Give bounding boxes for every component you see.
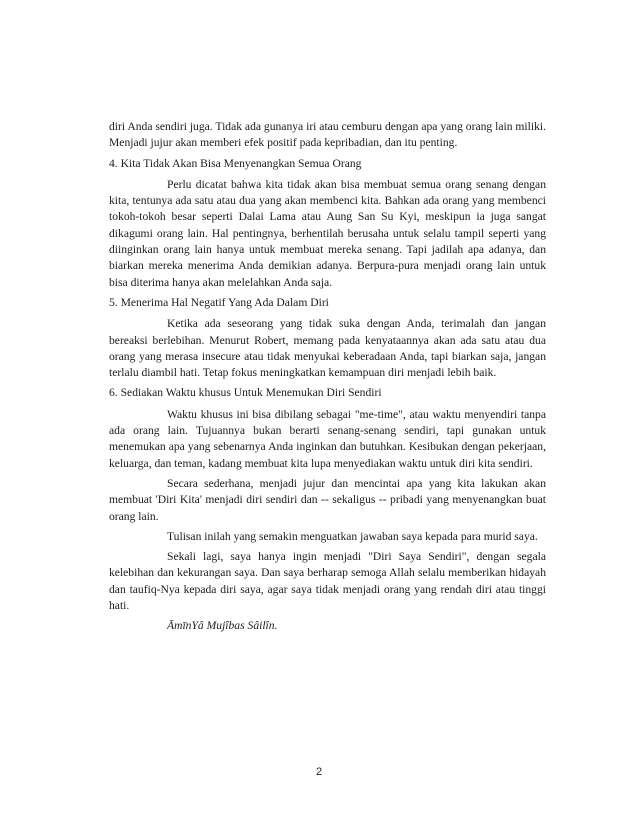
document-page: [109, 119, 546, 635]
paragraph-reinforcement: Tulisan inilah yang semakin menguatkan jawaban saya kepada para murid saya.: [167, 529, 538, 543]
heading-point-6: 6. Sediakan Waktu khusus Untuk Menemukan Diri Sendiri: [109, 386, 382, 400]
paragraph-point-5: Ketika ada seseorang yang tidak suka dengan Anda, terimalah dan jangan bereaksi berlebihan. Menurut Robert, memang pada kenyataannya akan ada satu atau dua orang yang merasa insecure atau tidak menyukai keberadaan Anda, tapi biarkan saja, jangan terlalu diambil hati. Tetap fokus meningkatkan kemampuan diri menjadi lebih baik.: [109, 317, 546, 380]
paragraph-summary: Secara sederhana, menjadi jujur dan mencintai apa yang kita lakukan akan membuat 'Diri Kita' menjadi diri sendiri dan -- sekaligus -- pribadi yang menyenangkan buat orang lain.: [109, 476, 546, 523]
heading-point-4: 4. Kita Tidak Akan Bisa Menyenangkan Semua Orang: [109, 156, 362, 170]
paragraph-point-4: Perlu dicatat bahwa kita tidak akan bisa membuat semua orang senang dengan kita, tentunya ada satu atau dua yang akan membenci kita. Bahkan ada orang yang membenci tokoh-tokoh besar seperti Dalai Lama atau Aung San Su Kyi, meskipun ia juga sangat dikagumi orang lain. Hal pentingnya, berhentilah berusaha untuk selalu tampil seperti yang diinginkan orang lain hanya untuk membuat mereka senang. Tapi jadilah apa adanya, dan biarkan mereka menerima Anda demikian adanya. Berpura-pura menjadi orang lain untuk bisa diterima hanya akan melelahkan Anda saja.: [109, 177, 546, 289]
paragraph-conclusion: Sekali lagi, saya hanya ingin menjadi "Diri Saya Sendiri", dengan segala kelebihan dan kekurangan saya. Dan saya berharap semoga Allah selalu memberikan hidayah dan taufiq-Nya kepada diri saya, agar saya tidak menjadi orang yang rendah diri atau tinggi hati.: [109, 550, 546, 613]
closing-prayer: ĀmīnYâ Mujîbas Sâilîn.: [167, 619, 278, 633]
page-number: 2: [315, 766, 323, 778]
paragraph-point-6: Waktu khusus ini bisa dibilang sebagai "me-time", atau waktu menyendiri tanpa ada orang lain. Tujuannya bukan berarti senang-senang sendiri, tapi gunakan untuk menemukan apa yang sebenarnya Anda inginkan dan butuhkan. Kesibukan dengan pekerjaan, keluarga, dan teman, kadang membuat kita lupa menyediakan waktu untuk diri kita sendiri.: [109, 407, 546, 470]
paragraph-intro: diri Anda sendiri juga. Tidak ada gunanya iri atau cemburu dengan apa yang orang lain miliki. Menjadi jujur akan memberi efek positif pada kepribadian, dan itu penting.: [109, 120, 546, 150]
heading-point-5: 5. Menerima Hal Negatif Yang Ada Dalam Diri: [109, 295, 329, 309]
